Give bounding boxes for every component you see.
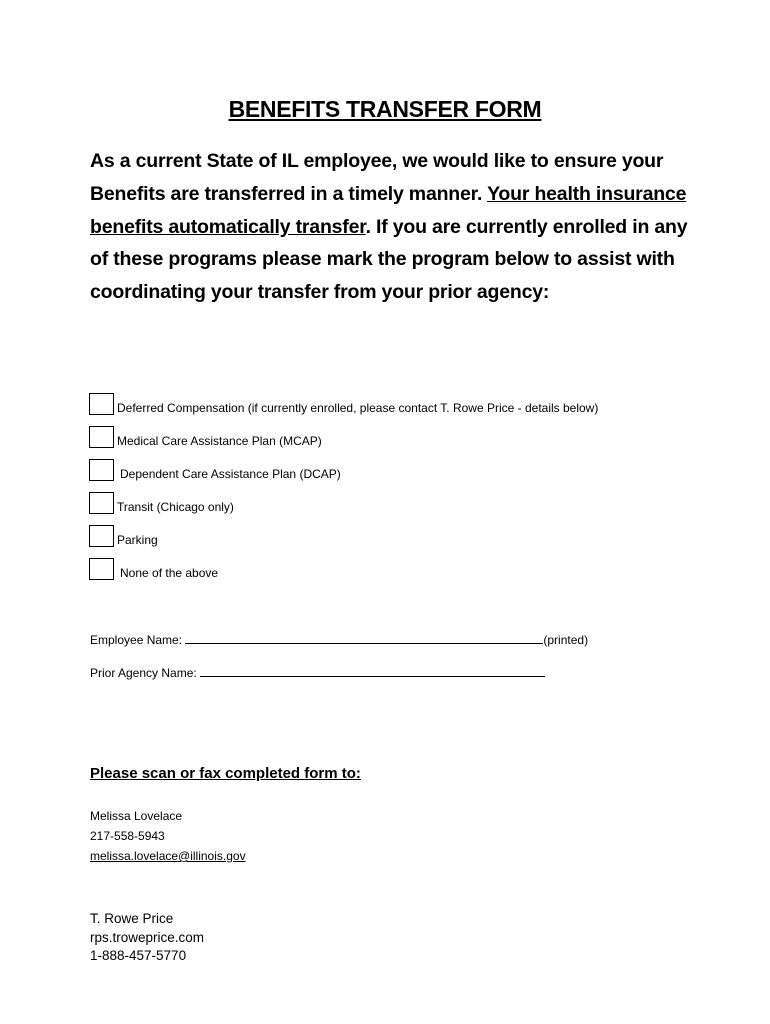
option-label: Parking xyxy=(117,533,158,547)
contact-phone: 217-558-5943 xyxy=(90,829,165,843)
trowe-phone: 1-888-457-5770 xyxy=(90,948,187,964)
intro-paragraph xyxy=(90,145,690,309)
option-label: Transit (Chicago only) xyxy=(117,500,234,514)
prior-agency-field xyxy=(90,665,545,680)
printed-note: (printed) xyxy=(543,633,589,647)
dcap-checkbox[interactable] xyxy=(89,459,114,481)
transit-checkbox[interactable] xyxy=(89,492,114,514)
trowe-block xyxy=(90,910,204,966)
option-parking xyxy=(89,525,729,558)
form-title: BENEFITS TRANSFER FORM xyxy=(228,96,542,122)
option-dcap xyxy=(89,459,729,492)
contact-block xyxy=(90,806,246,866)
option-label: Dependent Care Assistance Plan (DCAP) xyxy=(120,467,341,481)
trowe-name: T. Rowe Price xyxy=(90,911,174,926)
option-mcap xyxy=(89,426,729,459)
option-label: None of the above xyxy=(120,566,219,580)
prior-agency-input-line[interactable] xyxy=(200,665,545,677)
option-transit xyxy=(89,492,729,525)
option-label: Deferred Compensation (if currently enrolled, please contact T. Rowe Price - details below) xyxy=(117,401,599,415)
employee-name-input-line[interactable] xyxy=(185,632,543,644)
none-checkbox[interactable] xyxy=(89,558,114,580)
contact-name: Melissa Lovelace xyxy=(90,809,183,823)
option-label: Medical Care Assistance Plan (MCAP) xyxy=(117,434,322,448)
contact-email-link[interactable]: melissa.lovelace@illinois.gov xyxy=(90,849,246,863)
option-deferred-compensation xyxy=(89,393,729,426)
employee-name-field xyxy=(90,632,588,647)
intro-text-part1: As a current State of IL employee, we would like to ensure your Benefits are transferred in a timely manner. xyxy=(90,150,664,205)
program-checklist xyxy=(89,393,729,591)
employee-name-label: Employee Name: xyxy=(90,633,186,647)
mcap-checkbox[interactable] xyxy=(89,426,114,448)
scan-fax-heading: Please scan or fax completed form to: xyxy=(90,765,361,782)
option-none xyxy=(89,558,729,591)
intro-text-underlined: Your health insurance benefits automatically transfer xyxy=(90,182,687,238)
prior-agency-label: Prior Agency Name: xyxy=(90,666,201,680)
trowe-website: rps.troweprice.com xyxy=(90,929,205,945)
deferred-compensation-checkbox[interactable] xyxy=(89,393,114,415)
parking-checkbox[interactable] xyxy=(89,525,114,547)
intro-text-part2: . If you are currently enrolled in any of these programs please mark the program below to assist with coordinating your transfer from your prior agency: xyxy=(90,215,688,304)
